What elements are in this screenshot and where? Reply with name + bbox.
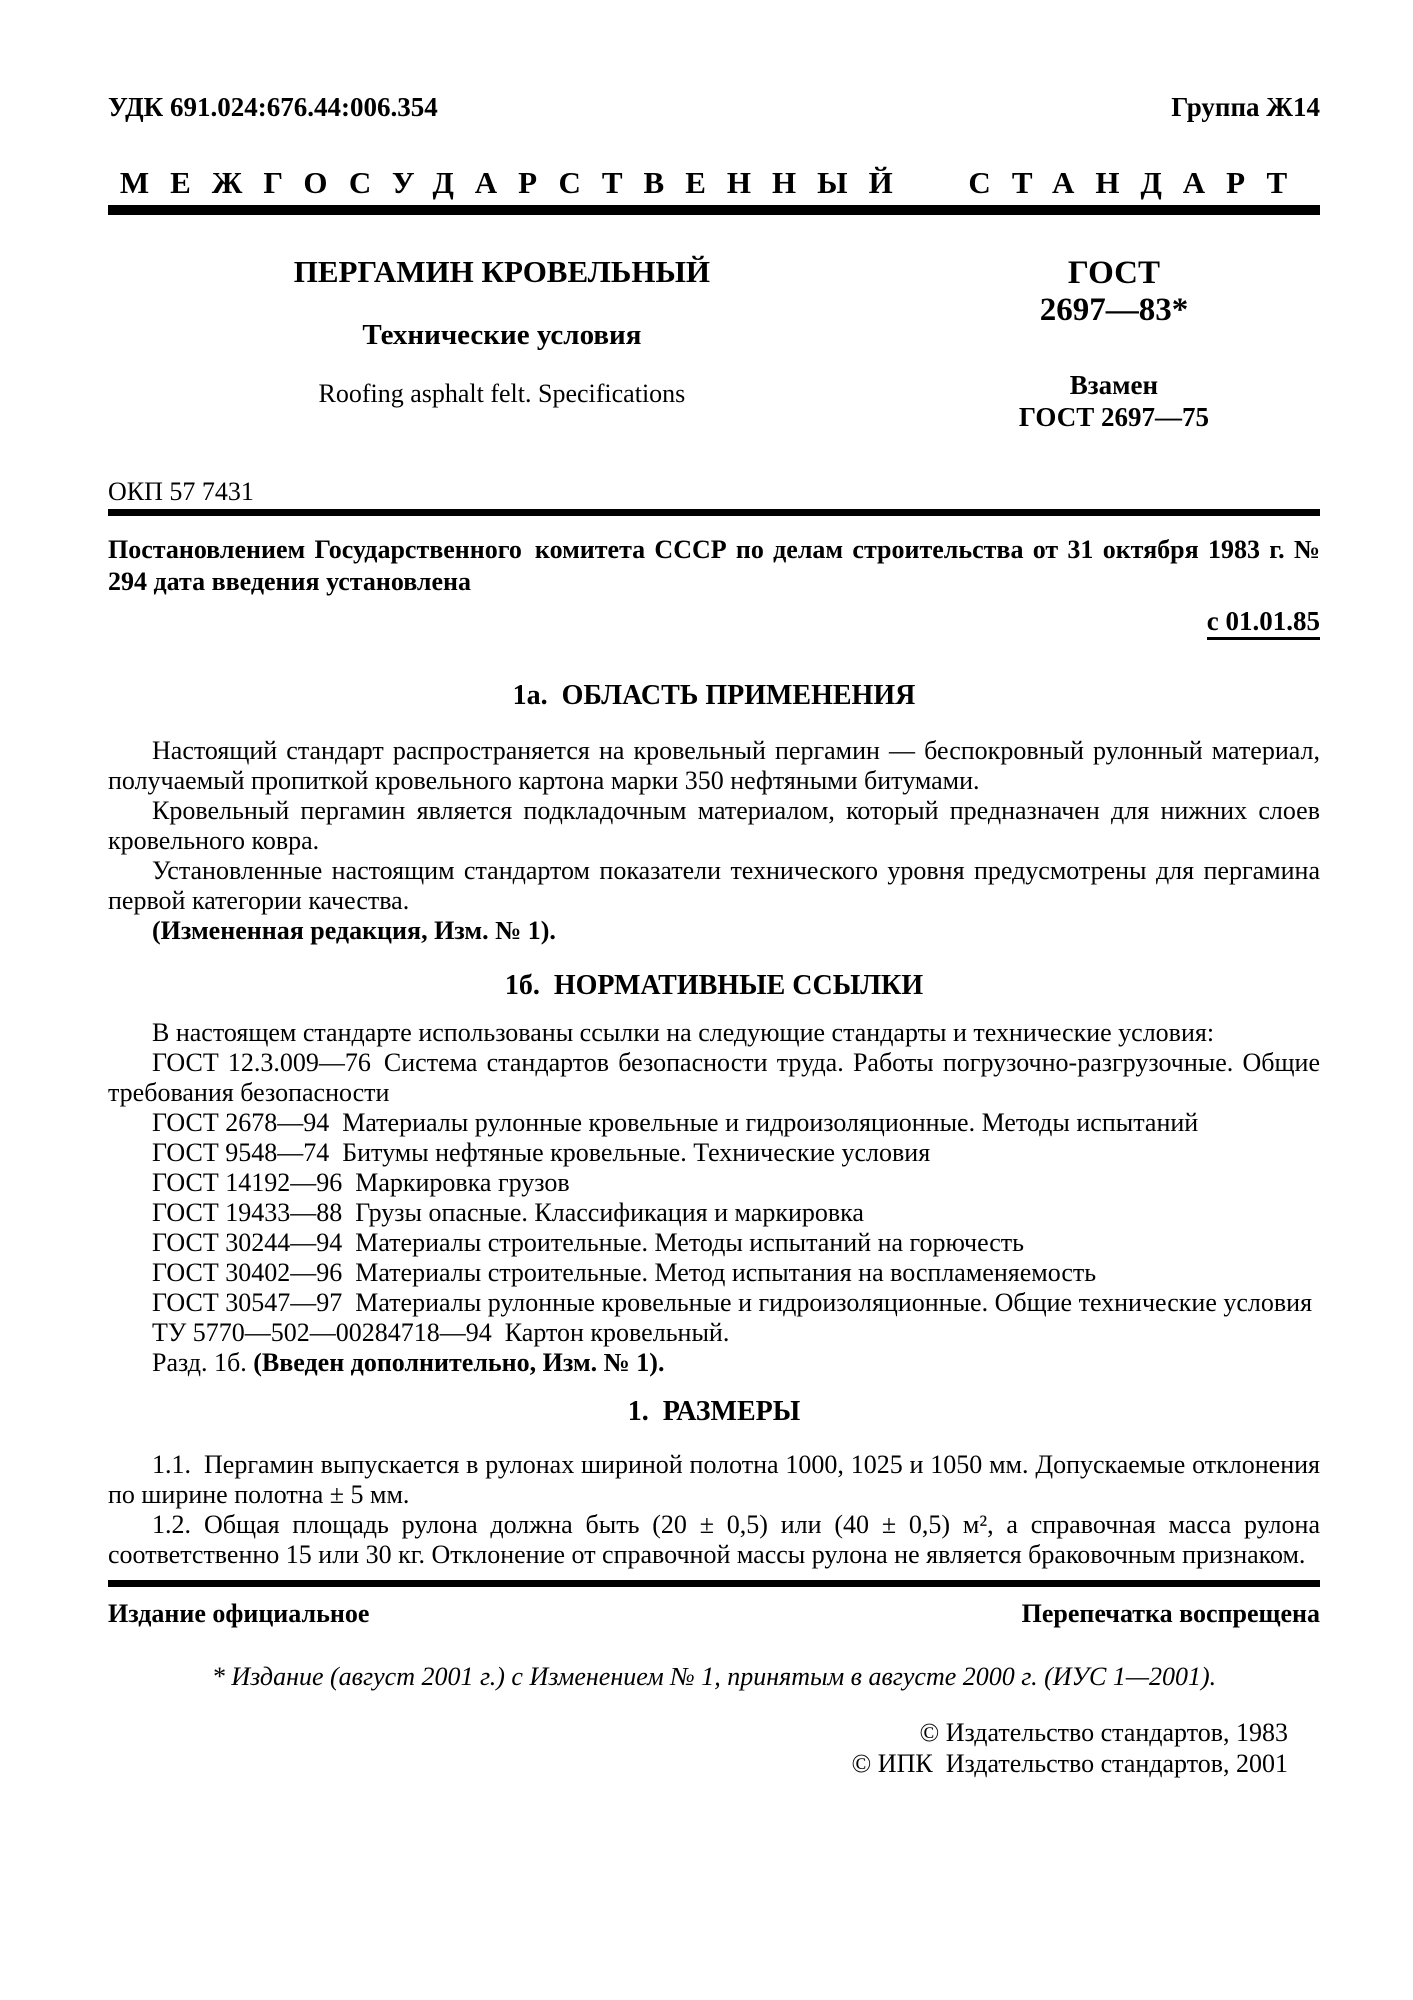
- section-heading-1b: 1б. НОРМАТИВНЫЕ ССЫЛКИ: [504, 970, 924, 1001]
- section-heading-1: 1. РАЗМЕРЫ: [627, 1396, 801, 1427]
- reprint-prohibited-label: Перепечатка воспрещена: [1021, 1599, 1320, 1628]
- document-title-ru: ПЕРГАМИН КРОВЕЛЬНЫЙ: [293, 254, 711, 289]
- replaces-number: ГОСТ 2697—75: [1018, 402, 1209, 432]
- title-block: [108, 255, 1320, 433]
- references-list: [108, 1018, 1320, 1378]
- paragraph: Установленные настоящим стандартом показатели технического уровня предусмотрены для пергамина первой категории качества.: [108, 856, 1320, 915]
- copyright-2001: © ИПК Издательство стандартов, 2001: [851, 1749, 1288, 1778]
- decree-paragraph: Постановлением Государственного комитета СССР по делам строительства от 31 октября 1983 г. № 294 дата введения установлена: [108, 535, 1320, 596]
- reference-item: ГОСТ 30244—94 Материалы строительные. Методы испытаний на горючесть: [152, 1228, 1025, 1257]
- banner-rule: [108, 205, 1320, 215]
- okp-code: ОКП 57 7431: [108, 477, 254, 506]
- paragraph-1-1: 1.1. Пергамин выпускается в рулонах шириной полотна 1000, 1025 и 1050 мм. Допускаемые отклонения по ширине полотна ± 5 мм.: [108, 1450, 1320, 1509]
- paragraph: Настоящий стандарт распространяется на кровельный пергамин — беспокровный рулонный материал, получаемый пропиткой кровельного картона марки 350 нефтяными битумами.: [108, 736, 1320, 795]
- reference-item: ГОСТ 2678—94 Материалы рулонные кровельные и гидроизоляционные. Методы испытаний: [152, 1108, 1199, 1137]
- copyright-block: [108, 1717, 1320, 1779]
- reference-item: ГОСТ 14192—96 Маркировка грузов: [152, 1168, 570, 1197]
- section-1a-body: [108, 736, 1320, 946]
- razd-prefix: Разд. 1б.: [152, 1348, 254, 1377]
- razd-note: [108, 1348, 1320, 1378]
- reference-item: ГОСТ 30547—97 Материалы рулонные кровельные и гидроизоляционные. Общие технические условия: [152, 1288, 1313, 1317]
- effective-date-row: [108, 606, 1320, 636]
- razd-amendment: (Введен дополнительно, Изм. № 1).: [253, 1348, 665, 1377]
- reference-item: ГОСТ 30402—96 Материалы строительные. Метод испытания на воспламеняемость: [152, 1258, 1097, 1287]
- replaces-label: Взамен: [1069, 370, 1159, 400]
- udk-code: УДК 691.024:676.44:006.354: [108, 92, 438, 122]
- copyright-1983: © Издательство стандартов, 1983: [919, 1718, 1288, 1747]
- group-code: Группа Ж14: [1171, 92, 1320, 122]
- document-subtitle-ru: Технические условия: [362, 319, 642, 351]
- footer-rule: [108, 1580, 1320, 1587]
- standard-type-banner: МЕЖГОСУДАРСТВЕННЫЙ СТАНДАРТ: [119, 166, 1309, 200]
- gost-number: 2697—83*: [1039, 292, 1189, 328]
- effective-date: с 01.01.85: [1207, 606, 1320, 640]
- reference-item: ГОСТ 9548—74 Битумы нефтяные кровельные. Технические условия: [152, 1138, 931, 1167]
- references-intro: В настоящем стандарте использованы ссылки на следующие стандарты и технические условия:: [152, 1018, 1215, 1047]
- paragraph-1-2: 1.2. Общая площадь рулона должна быть (20 ± 0,5) или (40 ± 0,5) м², а справочная масса рулона соответственно 15 или 30 кг. Отклонение от справочной массы рулона не является браковочным признаком.: [108, 1510, 1320, 1569]
- reference-item: ГОСТ 12.3.009—76 Система стандартов безопасности труда. Работы погрузочно-разгрузочные. Общие требования безопасности: [108, 1048, 1320, 1107]
- gost-label: ГОСТ: [1067, 255, 1160, 291]
- document-header: [108, 92, 1320, 122]
- okp-rule: [108, 509, 1320, 516]
- document-subtitle-en: Roofing asphalt felt. Specifications: [318, 379, 686, 408]
- title-left-column: [108, 255, 896, 433]
- footer-row: [108, 1599, 1320, 1628]
- reference-item: ГОСТ 19433—88 Грузы опасные. Классификация и маркировка: [152, 1198, 864, 1227]
- reference-item-tu: ТУ 5770—502—00284718—94 Картон кровельный.: [152, 1318, 730, 1347]
- paragraph: Кровельный пергамин является подкладочным материалом, который предназначен для нижних слоев кровельного ковра.: [108, 796, 1320, 855]
- edition-footnote: * Издание (август 2001 г.) с Изменением № 1, принятым в августе 2000 г. (ИУС 1—2001).: [211, 1662, 1217, 1691]
- amendment-note: (Измененная редакция, Изм. № 1).: [152, 916, 556, 945]
- section-1-body: [108, 1450, 1320, 1570]
- title-right-column: [932, 255, 1296, 433]
- official-edition-label: Издание официальное: [108, 1599, 370, 1628]
- section-heading-1a: 1а. ОБЛАСТЬ ПРИМЕНЕНИЯ: [512, 680, 916, 711]
